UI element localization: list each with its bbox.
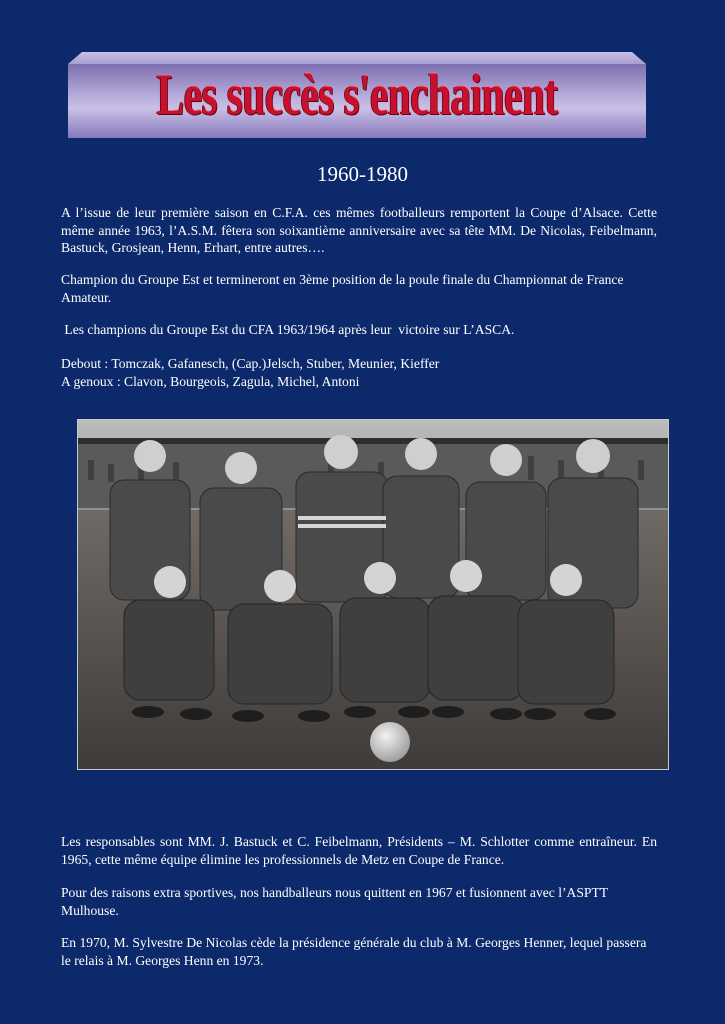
- team-photo-illustration: [78, 420, 668, 769]
- paragraph-caption: Les champions du Groupe Est du CFA 1963/1964 après leur victoire sur L’ASCA.: [61, 322, 515, 337]
- team-photo: [78, 420, 668, 769]
- page-title: Les succès s'enchainent: [156, 62, 558, 127]
- paragraph-standing: Debout : Tomczak, Gafanesch, (Cap.)Jelsch, Stuber, Meunier, Kieffer: [61, 356, 440, 371]
- football: [370, 722, 410, 762]
- paragraph-kneeling: A genoux : Clavon, Bourgeois, Zagula, Michel, Antoni: [61, 374, 360, 389]
- title-banner: [68, 52, 646, 138]
- paragraph-intro: A l’issue de leur première saison en C.F.A. ces mêmes footballeurs remportent la Coupe d’Alsace. Cette même année 1963, l’A.S.M. fêtera son soixantième anniversaire avec sa tête MM. De Nicolas, Feibelmann, Bastuck, Grosjean, Henn, Erhart, entre autres….: [61, 205, 657, 256]
- period-heading: 1960-1980: [317, 162, 408, 186]
- paragraph-responsables: Les responsables sont MM. J. Bastuck et C. Feibelmann, Présidents – M. Schlotter comme entraîneur. En 1965, cette même équipe élimine les professionnels de Metz en Coupe de France.: [61, 834, 657, 867]
- paragraph-handball: Pour des raisons extra sportives, nos handballeurs nous quittent en 1967 et fusionnent avec l’ASPTT Mulhouse.: [61, 885, 608, 918]
- paragraph-champion: Champion du Groupe Est et termineront en 3ème position de la poule finale du Championnat de France Amateur.: [61, 272, 624, 305]
- paragraph-presidence: En 1970, M. Sylvestre De Nicolas cède la présidence générale du club à M. Georges Henner, lequel passera le relais à M. Georges Henn en 1973.: [61, 935, 647, 968]
